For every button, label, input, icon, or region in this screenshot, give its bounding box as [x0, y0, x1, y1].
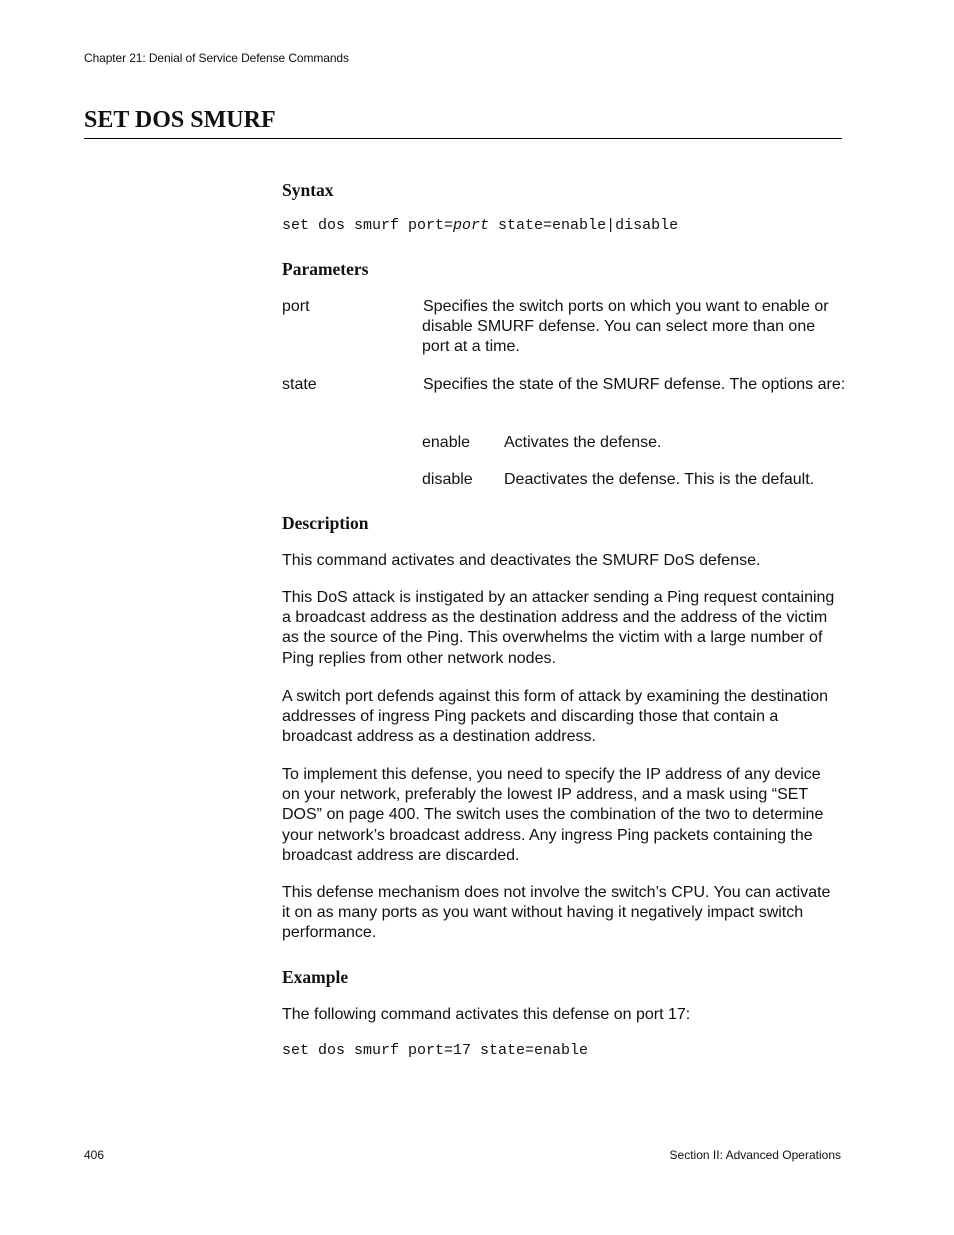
option-enable-name: enable	[422, 434, 471, 451]
syntax-command-prefix: set dos smurf port=	[282, 217, 454, 234]
description-paragraph: This DoS attack is instigated by an attacker sending a Ping request containing a broadcast address as the destination address and the address of the victim as the source of the Ping. This overwhelms the victim with a large number of Ping replies from other network nodes.	[282, 589, 835, 667]
footer-section: Section II: Advanced Operations	[669, 1148, 841, 1162]
option-disable-name: disable	[422, 471, 473, 488]
param-term-port: port	[282, 298, 310, 315]
option-enable-desc: Activates the defense.	[504, 434, 662, 451]
parameters-heading: Parameters	[282, 259, 369, 279]
syntax-command-param: port	[453, 217, 490, 234]
example-code: set dos smurf port=17 state=enable	[282, 1042, 589, 1059]
running-head: Chapter 21: Denial of Service Defense Commands	[84, 51, 349, 65]
page-title: SET DOS SMURF	[84, 107, 842, 139]
syntax-heading: Syntax	[282, 180, 334, 200]
option-disable-desc: Deactivates the defense. This is the default.	[504, 471, 815, 488]
param-def-port: Specifies the switch ports on which you want to enable or disable SMURF defense. You can select more than one port at a time.	[422, 298, 829, 356]
description-paragraph: A switch port defends against this form of attack by examining the destination addresses of ingress Ping packets and discarding those that contain a broadcast address as a destination address.	[282, 688, 829, 746]
param-def-state: Specifies the state of the SMURF defense. The options are:	[423, 376, 846, 393]
page-number: 406	[84, 1148, 105, 1162]
example-heading: Example	[282, 967, 349, 987]
syntax-command	[282, 217, 678, 234]
description-heading: Description	[282, 513, 369, 533]
description-paragraph: This defense mechanism does not involve the switch’s CPU. You can activate it on as many ports as you want without having it negatively impact switch performance.	[282, 884, 831, 942]
description-paragraph: This command activates and deactivates the SMURF DoS defense.	[282, 552, 761, 569]
description-paragraph: To implement this defense, you need to specify the IP address of any device on your network, preferably the lowest IP address, and a mask using “SET DOS” on page 400. The switch uses the combination of the two to determine your network’s broadcast address. Any ingress Ping packets containing the broadcast address are discarded.	[282, 766, 824, 864]
example-text: The following command activates this defense on port 17:	[282, 1006, 691, 1023]
param-term-state: state	[282, 376, 317, 393]
syntax-command-suffix: state=enable|disable	[489, 217, 679, 234]
